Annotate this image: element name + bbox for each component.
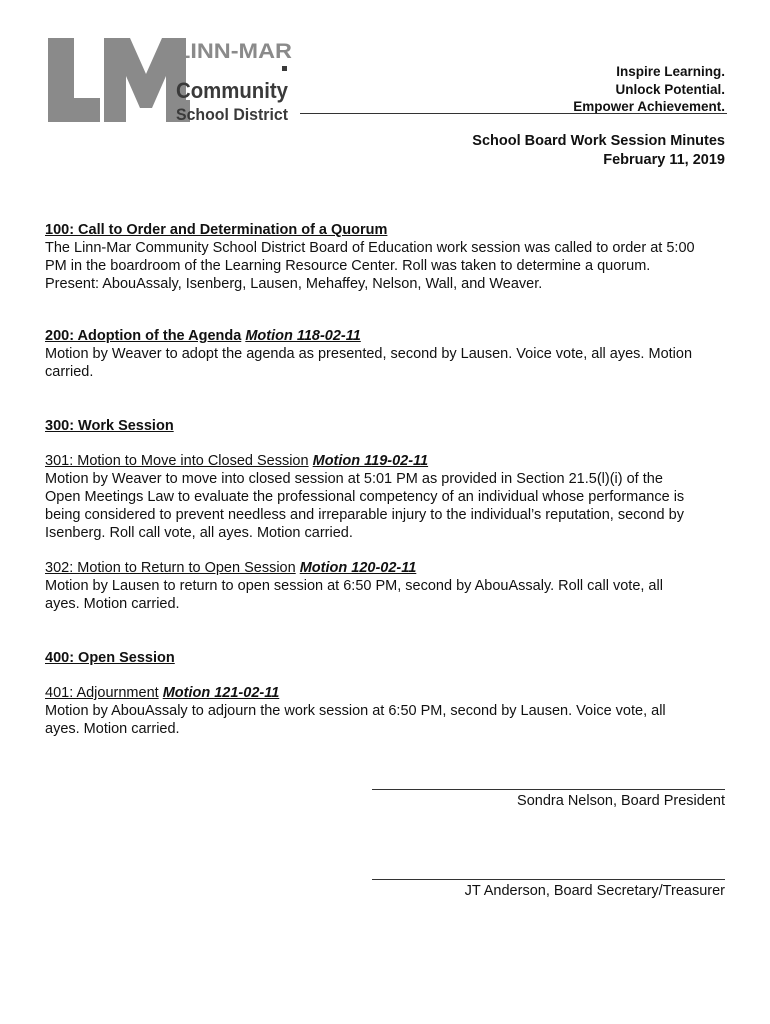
signature-line-president [372,789,725,790]
tagline [573,63,725,116]
tagline-line: Empower Achievement. [573,99,725,114]
motion-number: Motion 121-02-11 [162,685,280,701]
lm-mark [48,38,186,122]
body-line: Isenberg. Roll call vote, all ayes. Motion carried. [45,525,353,541]
section-400 [45,649,735,667]
subsection-heading: 301: Motion to Move into Closed Session [45,453,309,469]
logo-line-2: Community [176,78,289,103]
body-line: being considered to prevent needless and irreparable injury to the individual’s reputation, second by [45,507,684,523]
section-100 [45,221,735,293]
body-line: Motion by AbouAssaly to adjourn the work session at 6:50 PM, second by Lausen. Voice vote, all [45,703,666,719]
body-line: PM in the boardroom of the Learning Resource Center. Roll was taken to determine a quorum. [45,258,651,274]
logo-line-1: LINN-MAR [176,40,292,63]
section-heading: 100: Call to Order and Determination of a Quorum [45,222,388,238]
document-title: School Board Work Session Minutes [472,133,725,149]
signature-line-secretary [372,879,725,880]
district-logo [46,34,296,126]
tagline-line: Unlock Potential. [615,81,725,97]
signature-name-president: Sondra Nelson, Board President [517,793,725,809]
body-line: Present: AbouAssaly, Isenberg, Lausen, Mehaffey, Nelson, Wall, and Weaver. [45,276,543,292]
subsection-heading: 302: Motion to Return to Open Session [45,560,296,576]
signature-name-secretary: JT Anderson, Board Secretary/Treasurer [464,883,725,899]
motion-number: Motion 120-02-11 [299,560,417,576]
section-200 [45,327,735,381]
body-line: Open Meetings Law to evaluate the professional competency of an individual whose performance is [45,489,685,505]
tagline-line: Inspire Learning. [616,64,725,79]
body-line: Motion by Weaver to adopt the agenda as presented, second by Lausen. Voice vote, all ayes. Motion [45,346,693,362]
section-300 [45,417,735,435]
body-line: ayes. Motion carried. [45,596,180,612]
motion-number: Motion 118-02-11 [245,328,361,344]
motion-number: Motion 119-02-11 [312,453,429,469]
logo-line-3: School District [176,105,289,124]
document-date: February 11, 2019 [603,152,725,168]
body-line: Motion by Weaver to move into closed session at 5:01 PM as provided in Section 21.5(l)(i) of the [45,471,663,487]
section-401 [45,684,735,738]
header-rule [300,113,727,114]
body-line: carried. [45,364,94,380]
section-heading: 300: Work Session [45,418,174,434]
body-line: Motion by Lausen to return to open session at 6:50 PM, second by AbouAssaly. Roll call vote, all [45,578,663,594]
document-title-block [472,132,725,170]
body-line: The Linn-Mar Community School District Board of Education work session was called to order at 5:00 [45,240,695,256]
section-heading: 200: Adoption of the Agenda [45,328,242,344]
body-line: ayes. Motion carried. [45,721,180,737]
section-302 [45,559,735,613]
section-301 [45,452,735,542]
subsection-heading: 401: Adjournment [45,685,159,701]
section-heading: 400: Open Session [45,650,175,666]
